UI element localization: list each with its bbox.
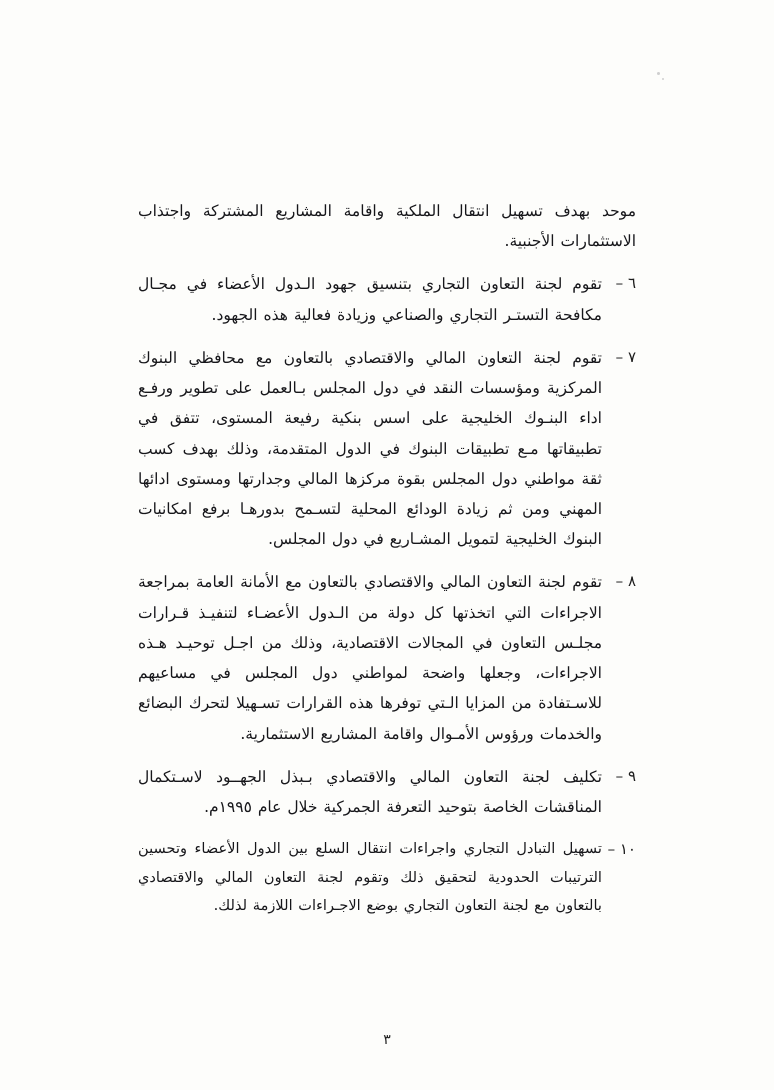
paragraph-block	[138, 762, 636, 822]
list-marker: ٩ –	[615, 766, 636, 785]
paragraph-text: تكليف لجنة التعاون المالي والاقتصادي بـبذل الجهــود لاسـتكمال المناقشات الخاصة بتوحيد التعرفة الجمركية خلال عام ١٩٩٥م.	[138, 767, 602, 816]
list-marker: ٧ –	[615, 347, 636, 366]
paragraph-block	[138, 196, 636, 256]
paper-speck-icon	[662, 78, 664, 80]
list-marker: ٨ –	[615, 572, 636, 591]
paragraph-text: تقوم لجنة التعاون المالي والاقتصادي بالتعاون مع محافظي البنوك المركزية ومؤسسات النقد في دول المجلس بـالعمل على تطوير ورفـع اداء البنـوك الخليجية على اسس بنكية رفيعة المستوى، تتفق في تطبيقاتها مـع تطبيقات البنوك في الدول المتقدمة، وذلك بهدف كسب ثقة مواطني دول المجلس بقوة مركزها المالي وجدارتها ومستوى ادائها المهني ومن ثم زيادة الودائع المحلية لتسـمح بدورهـا برفع امكانيات البنوك الخليجية لتمويل المشـاريع في دول المجلس.	[138, 348, 602, 549]
paper-speck-icon	[657, 72, 660, 75]
paragraph-text: موحد بهدف تسهيل انتقال الملكية واقامة المشاريع المشتركة واجتذاب الاستثمارات الأجنبية.	[138, 202, 636, 251]
document-body	[138, 196, 636, 934]
paragraph-text: تقوم لجنة التعاون التجاري بتنسيق جهود الـدول الأعضاء في مجـال مكافحة التستـر التجاري والصناعي وزيادة فعالية هذه الجهود.	[138, 275, 602, 324]
paragraph-block	[138, 567, 636, 748]
paragraph-block	[138, 835, 636, 920]
list-marker: ١٠ –	[607, 840, 636, 859]
paragraph-text: تقوم لجنة التعاون المالي والاقتصادي بالتعاون مع الأمانة العامة بمراجعة الاجراءات التي اتخذتها كل دولة من الـدول الأعضـاء لتنفيـذ قـرارات مجلـس التعاون في المجالات الاقتصادية، وذلك من اجـل توحيـد هـذه الاجراءات، وجعلها واضحة لمواطني دول المجلس في مساعيهم للاسـتفادة من المزايا الـتي توفرها هذه القرارات تسـهيلا لتحرك البضائع والخدمات ورؤوس الأمـوال واقامة المشاريع الاستثمارية.	[138, 573, 602, 743]
paragraph-block	[138, 343, 636, 555]
page-number: ٣	[383, 1032, 391, 1048]
paragraph-text: تسهيل التبادل التجاري واجراءات انتقال السلع بين الدول الأعضاء وتحسين الترتيبات الحدودية لتحقيق ذلك وتقوم لجنة التعاون المالي والاقتصادي بالتعاون مع لجنة التعاون التجاري بوضع الاجـراءات اللازمة لذلك.	[138, 840, 602, 915]
list-marker: ٦ –	[615, 274, 636, 293]
paragraph-block	[138, 269, 636, 329]
